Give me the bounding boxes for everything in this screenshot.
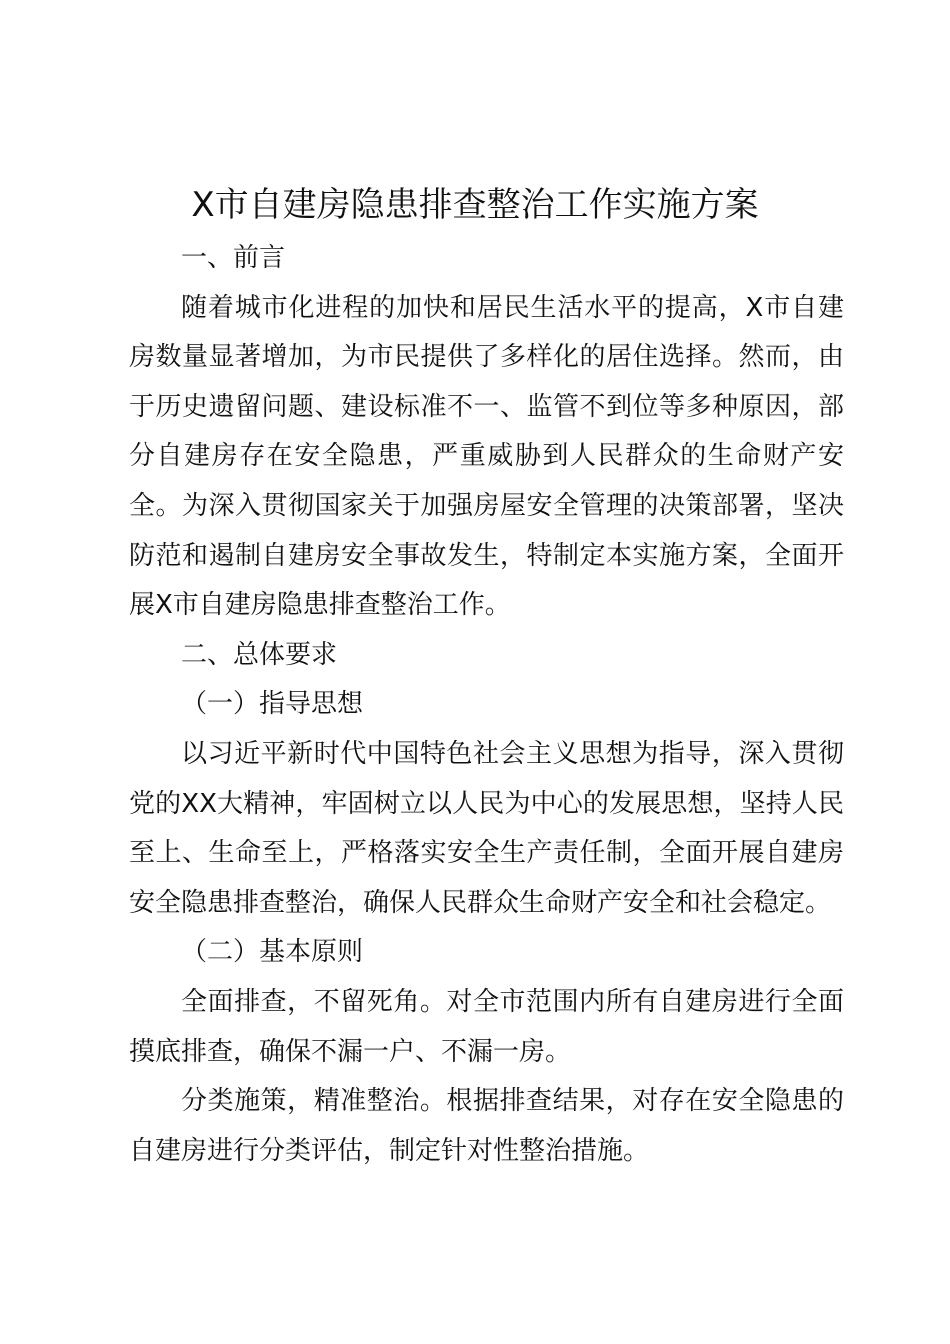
paragraph-preface: 随着城市化进程的加快和居民生活水平的提高，X市自建房数量显著增加，为市民提供了多样化的居住选择。然而，由于历史遗留问题、建设标准不一、监管不到位等多种原因，部分自建房存在安全隐患，严重威胁到人民群众的生命财产安全。为深入贯彻国家关于加强房屋安全管理的决策部署，坚决防范和遏制自建房安全事故发生，特制定本实施方案，全面开展X市自建房隐患排查整治工作。: [129, 292, 844, 621]
section-heading-preface: 一、前言: [181, 243, 286, 273]
paragraph-principle-classified: 分类施策，精准整治。根据排查结果，对存在安全隐患的自建房进行分类评估，制定针对性整治措施。: [129, 1086, 844, 1166]
document-body: [129, 234, 844, 1176]
section-heading-general-requirements: 二、总体要求: [181, 639, 338, 670]
document-title: X市自建房隐患排查整治工作实施方案: [191, 185, 759, 225]
subsection-heading-guiding-ideology: （一）指导思想: [181, 689, 364, 720]
paragraph-guiding-ideology: 以习近平新时代中国特色社会主义思想为指导，深入贯彻党的XX大精神，牢固树立以人民为中心的发展思想，坚持人民至上、生命至上，严格落实安全生产责任制，全面开展自建房安全隐患排查整治，确保人民群众生命财产安全和社会稳定。: [129, 738, 844, 918]
paragraph-principle-comprehensive: 全面排查，不留死角。对全市范围内所有自建房进行全面摸底排查，确保不漏一户、不漏一房。: [129, 986, 844, 1067]
subsection-heading-basic-principles: （二）基本原则: [181, 937, 364, 968]
